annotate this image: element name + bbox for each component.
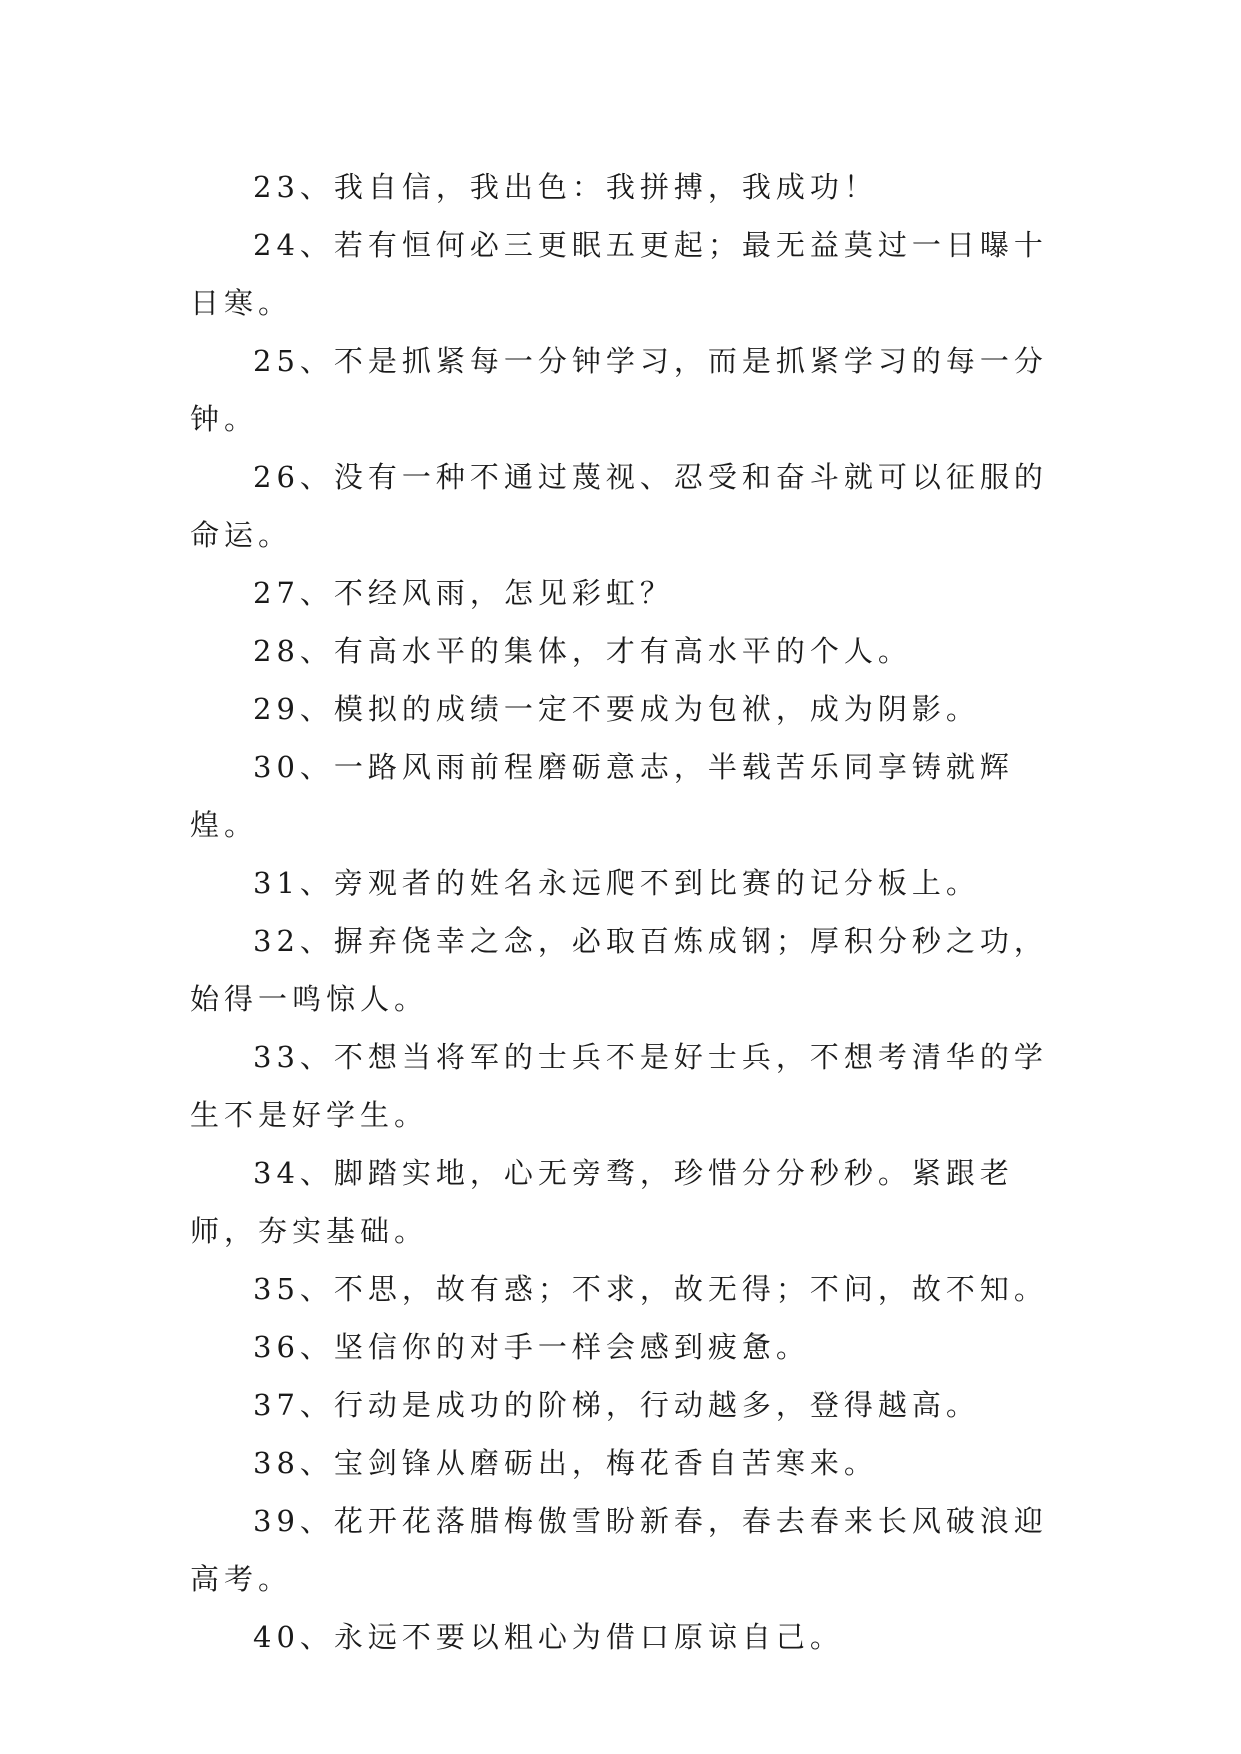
document-body bbox=[190, 158, 1070, 1666]
paragraph-39: 39、花开花落腊梅傲雪盼新春，春去春来长风破浪迎高考。 bbox=[190, 1504, 1048, 1596]
paragraph-27: 27、不经风雨，怎见彩虹？ bbox=[253, 576, 674, 610]
paragraph-38: 38、宝剑锋从磨砺出，梅花香自苦寒来。 bbox=[253, 1446, 878, 1480]
paragraph-36: 36、坚信你的对手一样会感到疲惫。 bbox=[253, 1330, 810, 1364]
paragraph-40: 40、永远不要以粗心为借口原谅自己。 bbox=[253, 1620, 844, 1654]
paragraph-25: 25、不是抓紧每一分钟学习，而是抓紧学习的每一分钟。 bbox=[190, 344, 1048, 436]
paragraph-32: 32、摒弃侥幸之念，必取百炼成钢；厚积分秒之功，始得一鸣惊人。 bbox=[190, 924, 1048, 1016]
paragraph-29: 29、模拟的成绩一定不要成为包袱，成为阴影。 bbox=[253, 692, 980, 726]
paragraph-37: 37、行动是成功的阶梯，行动越多，登得越高。 bbox=[253, 1388, 980, 1422]
paragraph-35: 35、不思，故有惑；不求，故无得；不问，故不知。 bbox=[253, 1272, 1048, 1306]
paragraph-23: 23、我自信，我出色：我拼搏，我成功！ bbox=[253, 170, 878, 204]
paragraph-26: 26、没有一种不通过蔑视、忍受和奋斗就可以征服的命运。 bbox=[190, 460, 1048, 552]
paragraph-30: 30、一路风雨前程磨砺意志，半载苦乐同享铸就辉煌。 bbox=[190, 750, 1014, 842]
paragraph-34: 34、脚踏实地，心无旁骛，珍惜分分秒秒。紧跟老师，夯实基础。 bbox=[190, 1156, 1014, 1248]
paragraph-28: 28、有高水平的集体，才有高水平的个人。 bbox=[253, 634, 912, 668]
paragraph-33: 33、不想当将军的士兵不是好士兵，不想考清华的学生不是好学生。 bbox=[190, 1040, 1048, 1132]
paragraph-31: 31、旁观者的姓名永远爬不到比赛的记分板上。 bbox=[253, 866, 980, 900]
paragraph-24: 24、若有恒何必三更眠五更起；最无益莫过一日曝十日寒。 bbox=[190, 228, 1048, 320]
